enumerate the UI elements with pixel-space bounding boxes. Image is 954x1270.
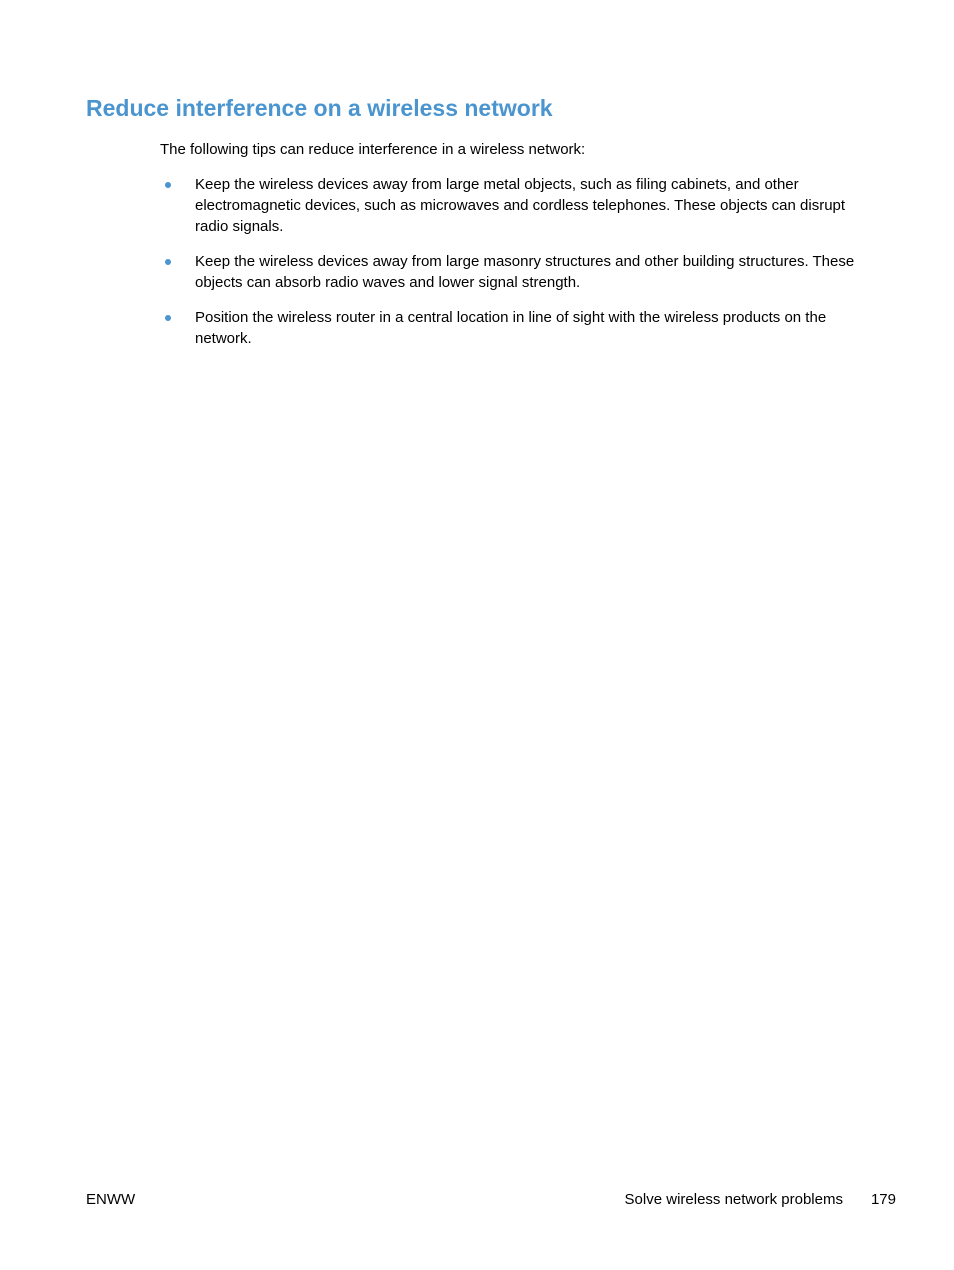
intro-text: The following tips can reduce interference in a wireless network: (160, 141, 586, 158)
list-item (160, 174, 880, 237)
footer-page-info (625, 1189, 896, 1210)
bullet-icon (165, 182, 171, 188)
list-item (160, 307, 880, 349)
bullet-icon (165, 259, 171, 265)
page-number: 179 (870, 1191, 896, 1208)
footer-chapter-title: Solve wireless network problems (624, 1191, 843, 1208)
section-heading: Reduce interference on a wireless network (86, 95, 553, 121)
tip-text: Keep the wireless devices away from large metal objects, such as filing cabinets, and other electromagnetic devices, such as microwaves and cordless telephones. These objects can disrupt radio signals. (195, 176, 846, 235)
footer-locale: ENWW (86, 1191, 136, 1208)
bullet-icon (165, 315, 171, 321)
list-item (160, 251, 880, 293)
tip-text: Position the wireless router in a central location in line of sight with the wireless products on the network. (195, 309, 827, 347)
tip-text: Keep the wireless devices away from large masonry structures and other building structures. These objects can absorb radio waves and lower signal strength. (195, 253, 855, 291)
tips-list (160, 174, 880, 349)
